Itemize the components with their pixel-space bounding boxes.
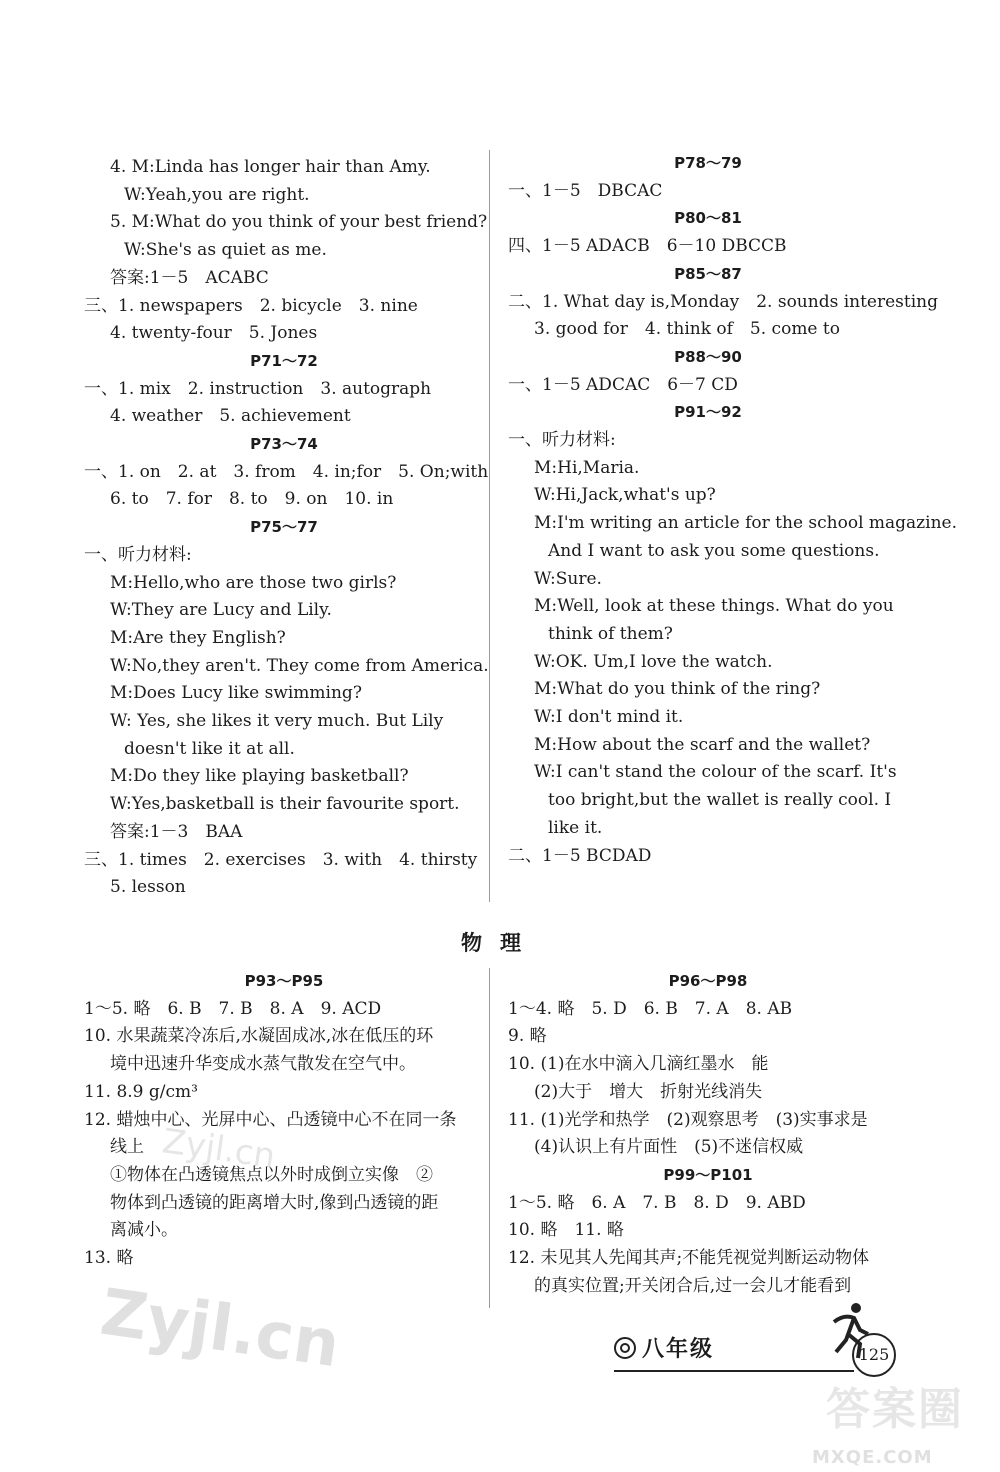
answer-line: 10. 水果蔬菜冷冻后,水凝固成冰,冰在低压的环: [84, 1026, 434, 1047]
answer-line: 1～4. 略 5. D 6. B 7. A 8. AB: [508, 998, 793, 1019]
answer-line: 3. good for 4. think of 5. come to: [534, 319, 840, 340]
answer-line: W:I don't mind it.: [534, 707, 684, 728]
answer-line: 一、1. on 2. at 3. from 4. in;for 5. On;with: [84, 461, 489, 482]
answer-line: 6. to 7. for 8. to 9. on 10. in: [110, 489, 394, 510]
page-range-heading: P85～87: [674, 264, 742, 283]
answer-line: like it.: [548, 817, 603, 838]
page-range-heading: P78～79: [674, 154, 742, 172]
column-divider: [489, 150, 490, 902]
watermark-big: Zyjl.cn: [96, 1275, 344, 1383]
answer-line: W:Hi,Jack,what's up?: [534, 485, 716, 506]
answer-line: 一、1－5 DBCAC: [508, 180, 663, 201]
answer-line: M:Are they English?: [110, 627, 286, 648]
english-left-column: [84, 154, 489, 902]
physics-left-column: [84, 968, 484, 1273]
answer-line: doesn't like it at all.: [124, 738, 295, 759]
answer-line: 三、1. times 2. exercises 3. with 4. thirsty: [84, 849, 478, 870]
page-range-heading: P93～P95: [244, 972, 324, 990]
english-right-column: [508, 150, 957, 870]
answer-line: 12. 未见其人先闻其声;不能凭视觉判断运动物体: [508, 1248, 870, 1269]
answer-line: 11. (1)光学和热学 (2)观察思考 (3)实事求是: [508, 1109, 868, 1130]
answer-line: 11. 8.9 g/cm³: [84, 1081, 198, 1102]
answer-line: W:OK. Um,I love the watch.: [534, 651, 773, 672]
answer-line: W:Sure.: [534, 568, 602, 589]
answer-line: M:Hi,Maria.: [534, 457, 640, 478]
answer-line: W:Yeah,you are right.: [124, 184, 310, 205]
page-number: 125: [852, 1333, 896, 1377]
answer-line: W:I can't stand the colour of the scarf. It's: [534, 762, 897, 783]
answer-line: W: Yes, she likes it very much. But Lily: [110, 711, 444, 732]
answer-line: And I want to ask you some questions.: [548, 540, 880, 561]
answer-line: M:Do they like playing basketball?: [110, 766, 409, 787]
answer-line: M:How about the scarf and the wallet?: [534, 734, 871, 755]
answer-line: (4)认识上有片面性 (5)不迷信权威: [534, 1137, 804, 1158]
page-range-heading: P96～P98: [668, 972, 748, 990]
answer-line: M:What do you think of the ring?: [534, 679, 821, 700]
page-range-heading: P75～77: [250, 518, 318, 537]
answer-line: M:I'm writing an article for the school magazine.: [534, 513, 957, 534]
section-title-physics: 物理: [461, 931, 539, 955]
answer-line: 1～5. 略 6. B 7. B 8. A 9. ACD: [84, 998, 382, 1019]
watermark-stamp: 答案圈: [826, 1384, 964, 1435]
answer-line: 1～5. 略 6. A 7. B 8. D 9. ABD: [508, 1192, 806, 1213]
page-range-heading: P88～90: [674, 347, 742, 366]
grade-label: 八年级: [642, 1337, 715, 1362]
page-range-heading: P91～92: [674, 403, 742, 422]
answer-line: 一、听力材料:: [508, 430, 616, 451]
answer-line: 三、1. newspapers 2. bicycle 3. nine: [84, 295, 418, 316]
answer-line: 一、听力材料:: [84, 544, 192, 565]
answer-line: 5. lesson: [110, 877, 186, 898]
answer-line: M:Does Lucy like swimming?: [110, 683, 362, 704]
answer-line: 4. twenty-four 5. Jones: [110, 323, 318, 344]
page-range-heading: P99～P101: [663, 1165, 753, 1184]
answer-line: 二、1. What day is,Monday 2. sounds interesting: [508, 291, 938, 312]
spiral-icon: [614, 1337, 636, 1359]
answer-line: M:Well, look at these things. What do you: [534, 596, 894, 617]
answer-line: 离减小。: [110, 1220, 178, 1241]
answer-line: too bright,but the wallet is really cool. I: [548, 790, 892, 811]
answer-line: 9. 略: [508, 1026, 547, 1047]
footer-rule: [614, 1370, 854, 1372]
answer-line: W:They are Lucy and Lily.: [110, 600, 332, 621]
watermark-site: MXQE.COM: [812, 1447, 933, 1468]
answer-line: 二、1－5 BCDAD: [508, 845, 652, 866]
watermark-small: Zyjl.cn: [159, 1121, 278, 1177]
answer-line: 一、1－5 ADCAC 6－7 CD: [508, 374, 738, 395]
answer-line: 物体到凸透镜的距离增大时,像到凸透镜的距: [110, 1192, 439, 1213]
answer-line: 答案:1－5 ACABC: [110, 267, 269, 288]
page-range-heading: P71～72: [250, 351, 318, 370]
answer-line: 4. M:Linda has longer hair than Amy.: [110, 157, 431, 177]
answer-line: W:She's as quiet as me.: [124, 240, 327, 261]
page-range-heading: P73～74: [250, 435, 318, 454]
answer-line: W:No,they aren't. They come from America.: [110, 655, 489, 676]
answer-line: 线上: [110, 1137, 144, 1158]
answer-line: 一、1. mix 2. instruction 3. autograph: [84, 378, 432, 399]
column-divider-physics: [489, 968, 490, 1308]
answer-line: 的真实位置;开关闭合后,过一会儿才能看到: [534, 1275, 852, 1296]
footer-grade: [614, 1336, 714, 1364]
page-range-heading: P80～81: [674, 209, 742, 228]
answer-line: 12. 蜡烛中心、光屏中心、凸透镜中心不在同一条: [84, 1109, 457, 1130]
answer-line: (2)大于 增大 折射光线消失: [534, 1081, 763, 1102]
answer-line: 13. 略: [84, 1248, 134, 1269]
answer-line: W:Yes,basketball is their favourite sport.: [110, 794, 460, 815]
answer-line: 4. weather 5. achievement: [110, 406, 351, 427]
answer-line: think of them?: [548, 623, 673, 644]
answer-line: 10. (1)在水中滴入几滴红墨水 能: [508, 1054, 769, 1075]
answer-line: 5. M:What do you think of your best friend?: [110, 212, 488, 233]
answer-line: 四、1－5 ADACB 6－10 DBCCB: [508, 236, 787, 257]
answer-line: 答案:1－3 BAA: [110, 821, 243, 842]
answer-line: M:Hello,who are those two girls?: [110, 572, 397, 593]
answer-line: ①物体在凸透镜焦点以外时成倒立实像 ②: [110, 1164, 433, 1185]
answer-line: 境中迅速升华变成水蒸气散发在空气中。: [110, 1054, 416, 1075]
answer-line: 10. 略 11. 略: [508, 1220, 624, 1241]
physics-right-column: [508, 968, 908, 1300]
